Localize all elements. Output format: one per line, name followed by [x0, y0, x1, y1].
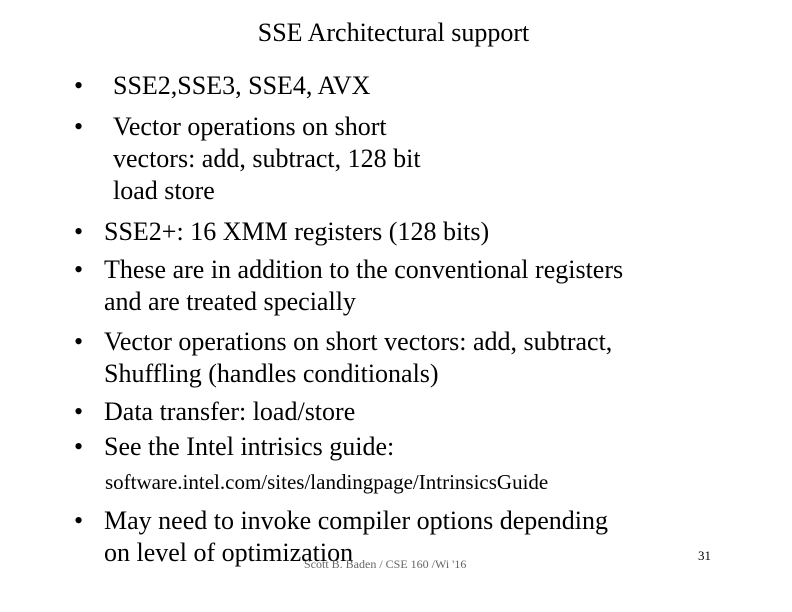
- bullet-item: [104, 431, 394, 463]
- bullet-line: vectors: add, subtract, 128 bit: [113, 144, 421, 173]
- slide-title: SSE Architectural support: [257, 18, 530, 47]
- bullet-item: [104, 254, 623, 318]
- bullet-item: [104, 216, 489, 248]
- bullet-item: [104, 396, 355, 428]
- bullet-marker: •: [74, 217, 84, 246]
- bullet-marker: •: [74, 327, 84, 356]
- bullet-line: SSE2,SSE3, SSE4, AVX: [113, 71, 371, 100]
- bullet-line: May need to invoke compiler options depending: [104, 506, 609, 535]
- bullet-line: Shuffling (handles conditionals): [104, 359, 439, 388]
- bullet-marker: •: [74, 112, 84, 141]
- intrinsics-guide-link[interactable]: software.intel.com/sites/landingpage/IntrinsicsGuide: [105, 470, 549, 494]
- bullet-item: [104, 326, 612, 390]
- bullet-line: See the Intel intrisics guide:: [104, 432, 395, 461]
- bullet-marker: •: [74, 255, 84, 284]
- bullet-marker: •: [74, 506, 84, 535]
- bullet-marker: •: [74, 397, 84, 426]
- bullet-line: Vector operations on short vectors: add, subtract,: [104, 327, 613, 356]
- bullet-line: SSE2+: 16 XMM registers (128 bits): [104, 217, 490, 246]
- slide-footer: Scott B. Baden / CSE 160 /Wi '16: [304, 557, 467, 571]
- bullet-marker: •: [74, 71, 84, 100]
- bullet-item: [113, 111, 421, 207]
- bullet-marker: •: [74, 432, 84, 461]
- page-number: 31: [698, 548, 711, 563]
- bullet-item: [113, 70, 370, 102]
- bullet-line: These are in addition to the conventional registers: [104, 255, 624, 284]
- bullet-line: Data transfer: load/store: [104, 397, 356, 426]
- bullet-line: load store: [113, 176, 215, 205]
- bullet-line: on level of optimization: [104, 538, 354, 567]
- bullet-line: Vector operations on short: [113, 112, 387, 141]
- bullet-line: and are treated specially: [104, 287, 356, 316]
